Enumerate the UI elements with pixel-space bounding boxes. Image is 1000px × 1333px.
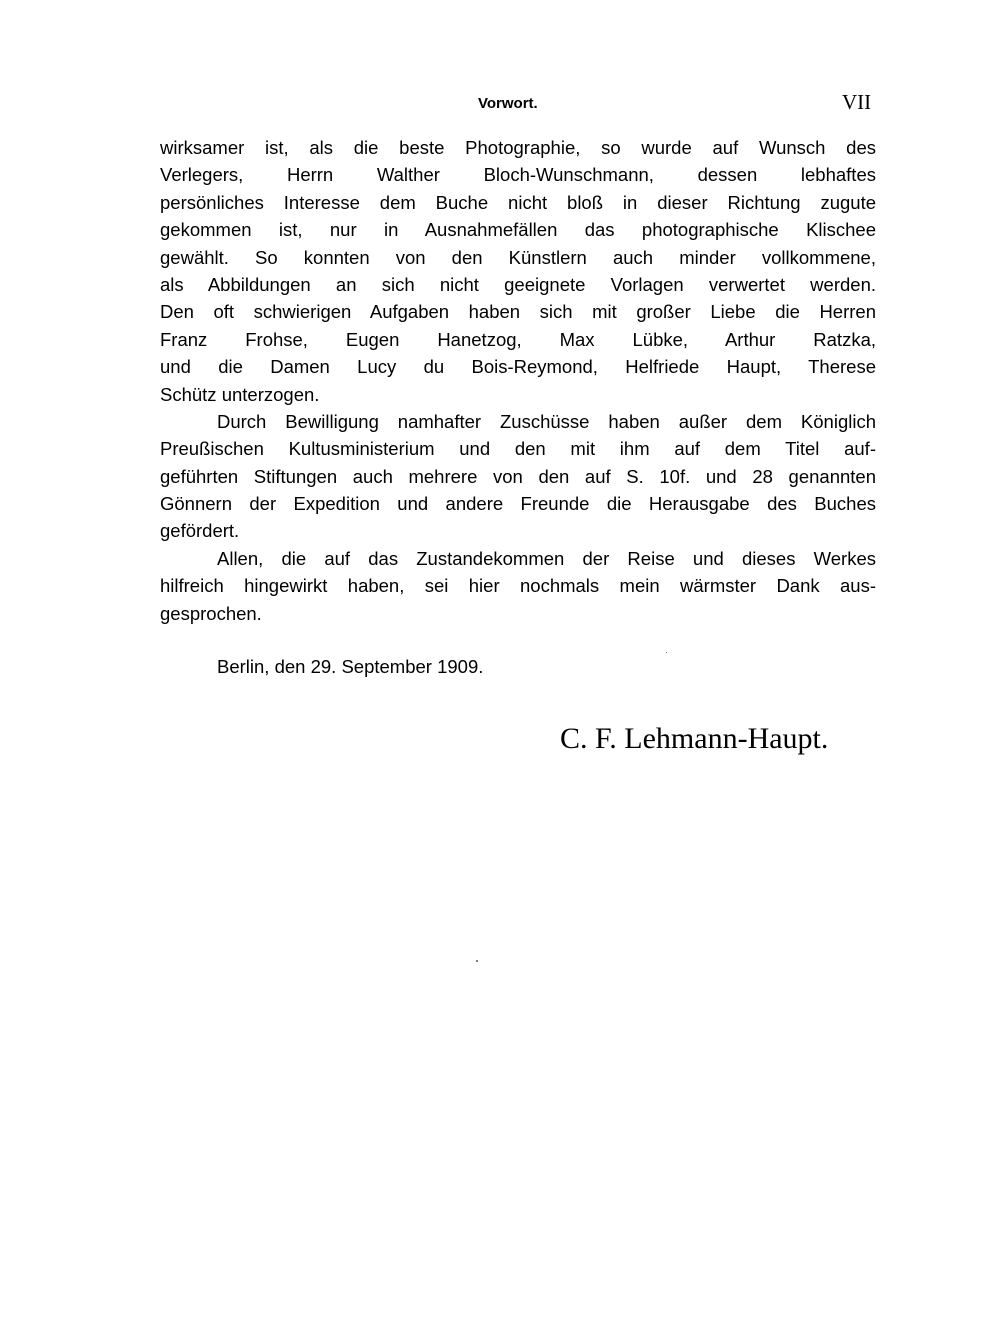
text-line: Schütz unterzogen.: [160, 383, 320, 405]
text-line: und die Damen Lucy du Bois-Reymond, Helfriede Haupt, Therese: [160, 356, 876, 378]
signature: C. F. Lehmann-Haupt.: [560, 722, 829, 755]
scan-speck: [476, 960, 478, 962]
running-title: Vorwort.: [478, 95, 538, 112]
text-line: gesprochen.: [160, 602, 262, 624]
text-line: wirksamer ist, als die beste Photographie, so wurde auf Wunsch des: [160, 137, 876, 158]
text-line: Den oft schwierigen Aufgaben haben sich mit großer Liebe die Herren: [160, 301, 876, 323]
text-line: gefördert.: [160, 520, 240, 542]
body-text: [160, 134, 876, 627]
dateline: Berlin, den 29. September 1909.: [217, 656, 484, 677]
text-line: Franz Frohse, Eugen Hanetzog, Max Lübke, Arthur Ratzka,: [160, 328, 876, 350]
text-line: gewählt. So konnten von den Künstlern auch minder vollkommene,: [160, 246, 876, 268]
text-line: geführten Stiftungen auch mehrere von den auf S. 10f. und 28 genannten: [160, 465, 876, 487]
page-number: VII: [842, 90, 872, 114]
text-line: Durch Bewilligung namhafter Zuschüsse haben außer dem Königlich: [217, 410, 876, 432]
text-line: Preußischen Kultusministerium und den mit ihm auf dem Titel auf-: [160, 438, 876, 460]
text-line: gekommen ist, nur in Ausnahmefällen das photographische Klischee: [160, 219, 876, 241]
text-line: Verlegers, Herrn Walther Bloch-Wunschmann, dessen lebhaftes: [160, 164, 876, 186]
text-line: hilfreich hingewirkt haben, sei hier nochmals mein wärmster Dank aus-: [160, 575, 876, 597]
text-line: Allen, die auf das Zustandekommen der Reise und dieses Werkes: [217, 547, 876, 569]
text-line: persönliches Interesse dem Buche nicht bloß in dieser Richtung zugute: [160, 191, 876, 213]
text-line: als Abbildungen an sich nicht geeignete Vorlagen verwertet werden.: [160, 273, 876, 295]
scan-speck: [666, 652, 667, 653]
text-line: Gönnern der Expedition und andere Freunde die Herausgabe des Buches: [160, 493, 876, 515]
